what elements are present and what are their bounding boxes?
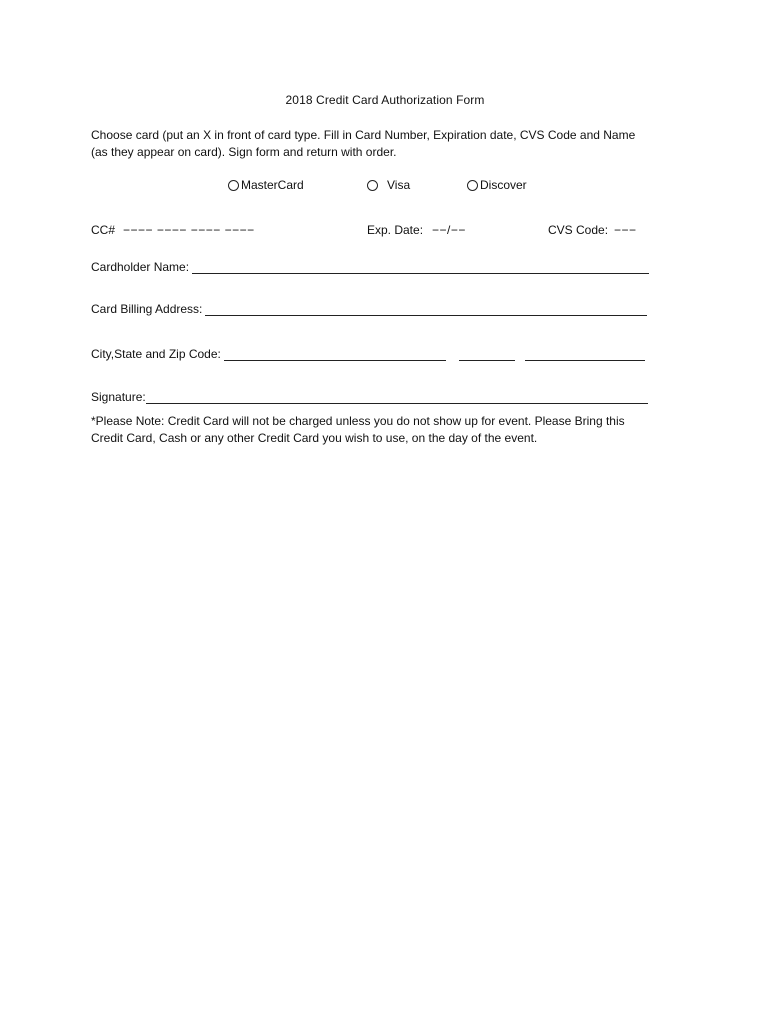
billing-address-label: Card Billing Address: xyxy=(91,302,203,316)
city-state-zip-row xyxy=(91,345,645,361)
card-option-label: MasterCard xyxy=(241,178,304,192)
cc-number-label: CC# xyxy=(91,223,116,237)
card-option-visa[interactable] xyxy=(367,177,410,193)
note-line-1: *Please Note: Credit Card will not be charged unless you do not show up for event. Please Bring this xyxy=(91,414,625,428)
city-field[interactable] xyxy=(224,348,446,361)
signature-field[interactable] xyxy=(146,391,648,404)
radio-circle-icon[interactable] xyxy=(367,180,378,191)
cardholder-name-field[interactable] xyxy=(192,261,649,274)
instructions-line-2: (as they appear on card). Sign form and return with order. xyxy=(91,144,397,159)
note xyxy=(91,413,691,447)
instructions-line-1: Choose card (put an X in front of card type. Fill in Card Number, Expiration date, CVS Code and Name xyxy=(91,128,636,142)
instructions xyxy=(91,127,681,160)
exp-date-field[interactable]: −−/−− xyxy=(432,223,466,237)
city-state-zip-label: City,State and Zip Code: xyxy=(91,347,221,361)
zip-field[interactable] xyxy=(525,348,645,361)
exp-date-label: Exp. Date: xyxy=(367,223,424,237)
card-option-label: Visa xyxy=(387,178,411,192)
cvs-code-label: CVS Code: xyxy=(548,223,609,237)
radio-circle-icon[interactable] xyxy=(467,180,478,191)
cc-number-field[interactable]: −−−− −−−− −−−− −−−− xyxy=(123,223,255,237)
signature-label: Signature: xyxy=(91,390,146,404)
card-option-label: Discover xyxy=(480,178,527,192)
billing-address-field[interactable] xyxy=(205,303,647,316)
state-field[interactable] xyxy=(459,348,515,361)
cardholder-name-label: Cardholder Name: xyxy=(91,260,190,274)
billing-address-row xyxy=(91,300,647,316)
radio-circle-icon[interactable] xyxy=(228,180,239,191)
card-option-mastercard[interactable] xyxy=(228,177,304,193)
card-option-discover[interactable] xyxy=(467,177,527,193)
form-title: 2018 Credit Card Authorization Form xyxy=(285,93,485,107)
signature-row xyxy=(91,388,648,404)
cardholder-name-row xyxy=(91,258,649,274)
cvs-code-field[interactable]: −−− xyxy=(614,223,637,237)
note-line-2: Credit Card, Cash or any other Credit Card you wish to use, on the day of the event. xyxy=(91,431,538,445)
